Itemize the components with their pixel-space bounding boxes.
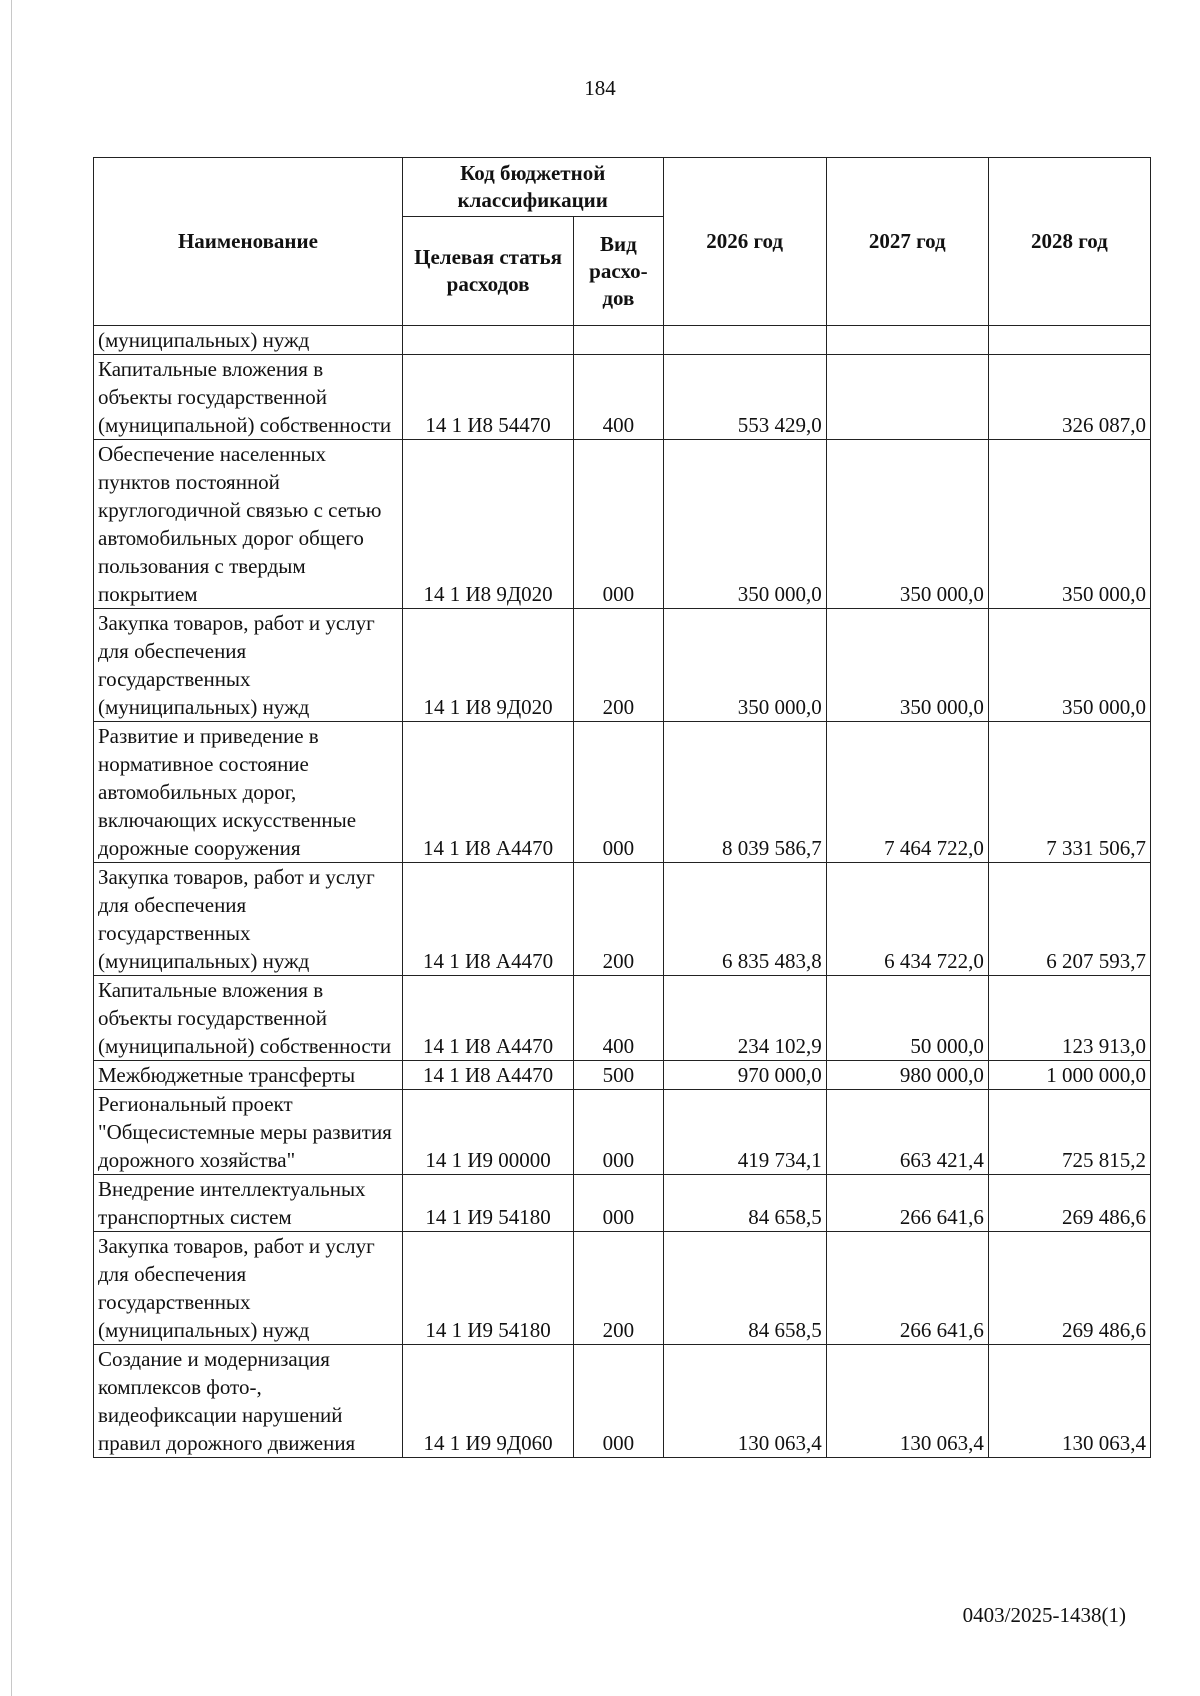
cell-expense-type: 000 bbox=[574, 1175, 663, 1232]
cell-2026: 553 429,0 bbox=[663, 355, 826, 440]
cell-target-item: 14 1 И8 А4470 bbox=[402, 722, 573, 863]
cell-2028: 269 486,6 bbox=[988, 1175, 1150, 1232]
cell-2026: 419 734,1 bbox=[663, 1090, 826, 1175]
header-2026: 2026 год bbox=[663, 158, 826, 326]
header-expense-type: Вид расхо-дов bbox=[574, 217, 663, 326]
cell-expense-type bbox=[574, 326, 663, 355]
cell-expense-type: 000 bbox=[574, 1090, 663, 1175]
table-row bbox=[94, 1061, 1151, 1090]
cell-expense-type: 500 bbox=[574, 1061, 663, 1090]
table-row bbox=[94, 722, 1151, 863]
page-number: 184 bbox=[584, 76, 616, 100]
table-row bbox=[94, 440, 1151, 609]
cell-2028: 123 913,0 bbox=[988, 976, 1150, 1061]
cell-2026: 350 000,0 bbox=[663, 609, 826, 722]
cell-name: Закупка товаров, работ и услуг для обеспечения государственных (муниципальных) нужд bbox=[94, 609, 403, 722]
cell-name: Обеспечение населенных пунктов постоянной круглогодичной связью с сетью автомобильных дорог общего пользования с твердым покрытием bbox=[94, 440, 403, 609]
cell-2027: 350 000,0 bbox=[826, 440, 988, 609]
cell-name: Закупка товаров, работ и услуг для обеспечения государственных (муниципальных) нужд bbox=[94, 863, 403, 976]
cell-expense-type: 400 bbox=[574, 355, 663, 440]
cell-expense-type: 200 bbox=[574, 609, 663, 722]
cell-2027 bbox=[826, 355, 988, 440]
document-id: 0403/2025-1438(1) bbox=[962, 1603, 1126, 1627]
table-row bbox=[94, 1232, 1151, 1345]
cell-2028: 350 000,0 bbox=[988, 609, 1150, 722]
cell-2026: 84 658,5 bbox=[663, 1175, 826, 1232]
cell-name: Межбюджетные трансферты bbox=[94, 1061, 403, 1090]
table-row bbox=[94, 609, 1151, 722]
cell-target-item: 14 1 И8 А4470 bbox=[402, 976, 573, 1061]
cell-target-item: 14 1 И8 А4470 bbox=[402, 863, 573, 976]
cell-2027: 6 434 722,0 bbox=[826, 863, 988, 976]
table-body bbox=[94, 326, 1151, 1458]
cell-2027: 7 464 722,0 bbox=[826, 722, 988, 863]
cell-name: (муниципальных) нужд bbox=[94, 326, 403, 355]
cell-name: Внедрение интеллектуальных транспортных систем bbox=[94, 1175, 403, 1232]
cell-2027: 266 641,6 bbox=[826, 1232, 988, 1345]
cell-2027: 266 641,6 bbox=[826, 1175, 988, 1232]
cell-2027 bbox=[826, 326, 988, 355]
cell-expense-type: 200 bbox=[574, 863, 663, 976]
cell-name: Развитие и приведение в нормативное состояние автомобильных дорог, включающих искусственные дорожные сооружения bbox=[94, 722, 403, 863]
cell-target-item: 14 1 И9 9Д060 bbox=[402, 1345, 573, 1458]
cell-2026: 350 000,0 bbox=[663, 440, 826, 609]
cell-target-item: 14 1 И8 54470 bbox=[402, 355, 573, 440]
cell-2026: 84 658,5 bbox=[663, 1232, 826, 1345]
cell-2026: 970 000,0 bbox=[663, 1061, 826, 1090]
cell-name: Капитальные вложения в объекты государственной (муниципальной) собственности bbox=[94, 355, 403, 440]
cell-target-item: 14 1 И8 9Д020 bbox=[402, 440, 573, 609]
table-row bbox=[94, 863, 1151, 976]
cell-2026: 130 063,4 bbox=[663, 1345, 826, 1458]
table-row bbox=[94, 1175, 1151, 1232]
cell-target-item bbox=[402, 326, 573, 355]
cell-name: Региональный проект "Общесистемные меры развития дорожного хозяйства" bbox=[94, 1090, 403, 1175]
cell-target-item: 14 1 И9 00000 bbox=[402, 1090, 573, 1175]
page-edge-rule bbox=[11, 0, 12, 1696]
cell-2028: 725 815,2 bbox=[988, 1090, 1150, 1175]
cell-expense-type: 000 bbox=[574, 722, 663, 863]
cell-2028: 130 063,4 bbox=[988, 1345, 1150, 1458]
cell-name: Капитальные вложения в объекты государственной (муниципальной) собственности bbox=[94, 976, 403, 1061]
cell-2026: 8 039 586,7 bbox=[663, 722, 826, 863]
cell-expense-type: 000 bbox=[574, 1345, 663, 1458]
cell-2028: 7 331 506,7 bbox=[988, 722, 1150, 863]
cell-expense-type: 400 bbox=[574, 976, 663, 1061]
cell-target-item: 14 1 И9 54180 bbox=[402, 1175, 573, 1232]
table-row bbox=[94, 1090, 1151, 1175]
cell-2026: 234 102,9 bbox=[663, 976, 826, 1061]
cell-2026: 6 835 483,8 bbox=[663, 863, 826, 976]
header-budget-code: Код бюджетной классификации bbox=[402, 158, 663, 217]
cell-2028: 1 000 000,0 bbox=[988, 1061, 1150, 1090]
cell-2027: 980 000,0 bbox=[826, 1061, 988, 1090]
header-name: Наименование bbox=[94, 158, 403, 326]
budget-table bbox=[93, 157, 1151, 1458]
cell-expense-type: 200 bbox=[574, 1232, 663, 1345]
table-row bbox=[94, 326, 1151, 355]
cell-2028: 269 486,6 bbox=[988, 1232, 1150, 1345]
cell-2027: 350 000,0 bbox=[826, 609, 988, 722]
table-row bbox=[94, 1345, 1151, 1458]
cell-2027: 130 063,4 bbox=[826, 1345, 988, 1458]
cell-2028 bbox=[988, 326, 1150, 355]
cell-2026 bbox=[663, 326, 826, 355]
cell-name: Создание и модернизация комплексов фото-, видеофиксации нарушений правил дорожного движения bbox=[94, 1345, 403, 1458]
cell-2027: 663 421,4 bbox=[826, 1090, 988, 1175]
cell-2028: 350 000,0 bbox=[988, 440, 1150, 609]
header-target-item: Целевая статья расходов bbox=[402, 217, 573, 326]
cell-expense-type: 000 bbox=[574, 440, 663, 609]
cell-name: Закупка товаров, работ и услуг для обеспечения государственных (муниципальных) нужд bbox=[94, 1232, 403, 1345]
cell-target-item: 14 1 И8 А4470 bbox=[402, 1061, 573, 1090]
cell-target-item: 14 1 И9 54180 bbox=[402, 1232, 573, 1345]
cell-2028: 326 087,0 bbox=[988, 355, 1150, 440]
cell-2027: 50 000,0 bbox=[826, 976, 988, 1061]
cell-2028: 6 207 593,7 bbox=[988, 863, 1150, 976]
table-row bbox=[94, 355, 1151, 440]
table-row bbox=[94, 976, 1151, 1061]
header-2027: 2027 год bbox=[826, 158, 988, 326]
cell-target-item: 14 1 И8 9Д020 bbox=[402, 609, 573, 722]
header-2028: 2028 год bbox=[988, 158, 1150, 326]
